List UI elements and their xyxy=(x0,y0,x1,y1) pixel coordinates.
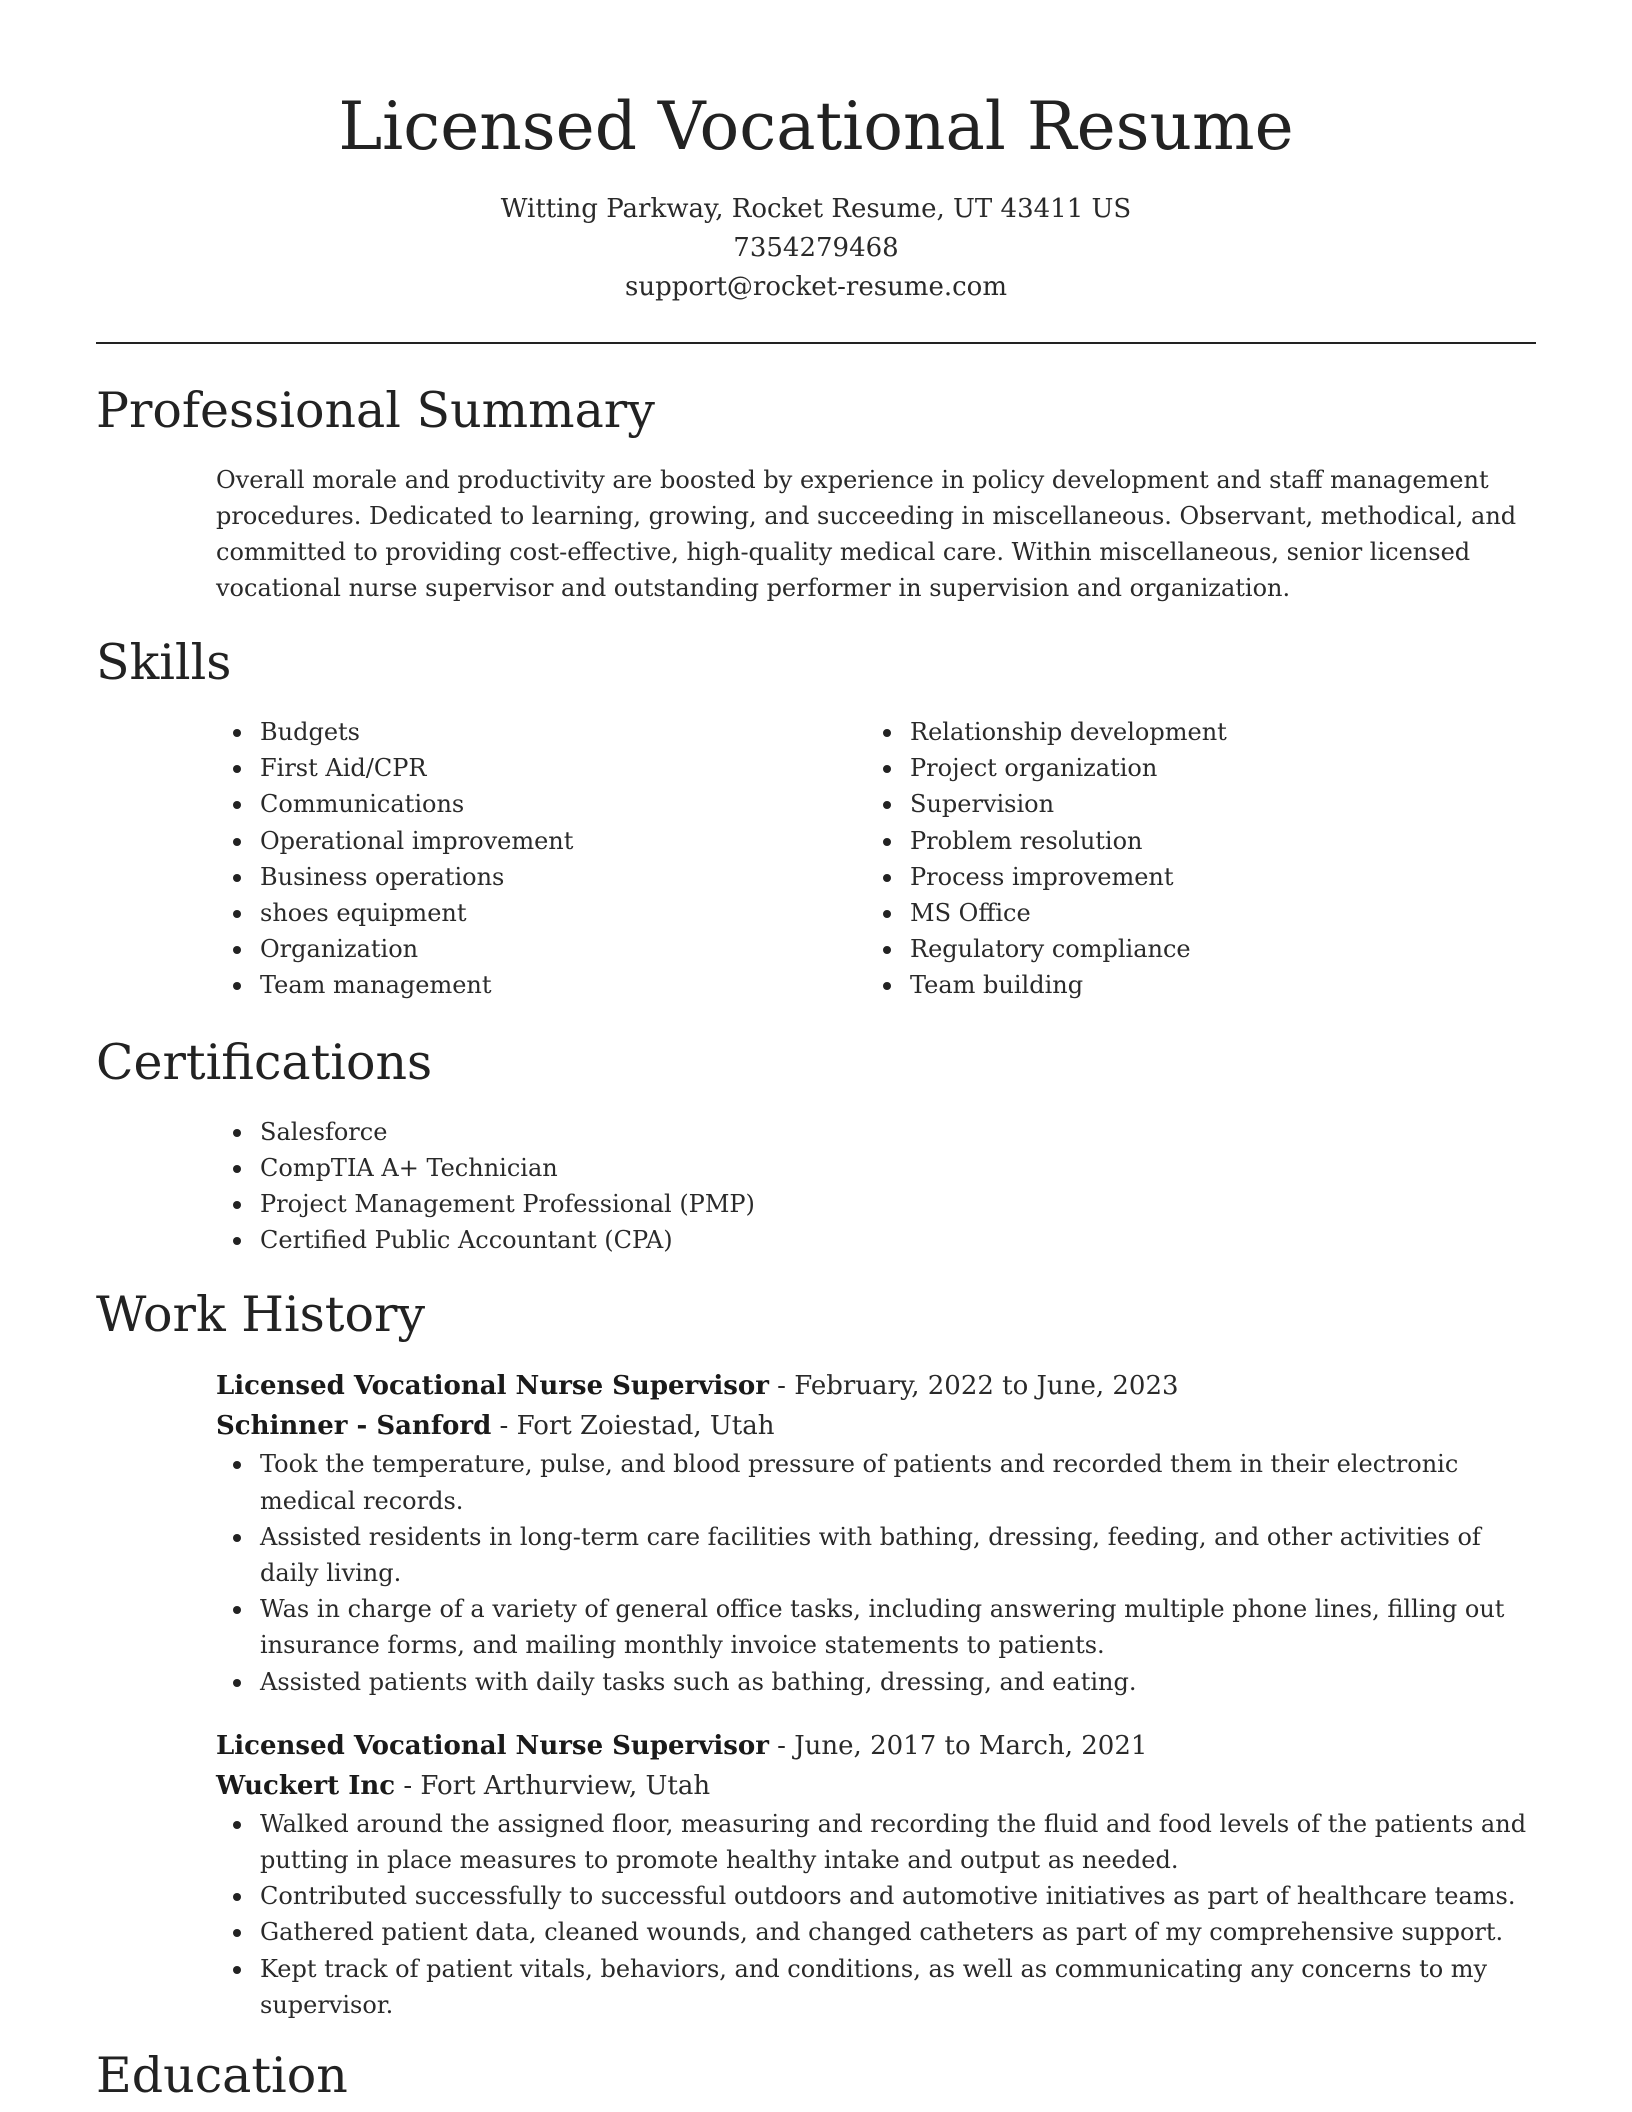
skill-item: Budgets xyxy=(260,714,866,750)
skill-item: Organization xyxy=(260,931,866,967)
job-dates: - June, 2017 to March, 2021 xyxy=(768,1730,1148,1761)
job-bullet: Assisted patients with daily tasks such as bathing, dressing, and eating. xyxy=(260,1664,1536,1700)
section-title-work-history: Work History xyxy=(96,1286,426,1344)
skill-item: MS Office xyxy=(910,895,1516,931)
skill-item: Process improvement xyxy=(910,859,1516,895)
skill-item: Operational improvement xyxy=(260,823,866,859)
job-location: - Fort Arthurview, Utah xyxy=(395,1770,711,1801)
header-divider xyxy=(96,342,1536,344)
section-title-education: Education xyxy=(96,2047,348,2105)
certification-item: CompTIA A+ Technician xyxy=(260,1150,1536,1186)
section-title-summary: Professional Summary xyxy=(96,382,655,439)
skill-item: Team management xyxy=(260,967,866,1003)
job-company-line xyxy=(216,1766,1536,1806)
section-title-certifications: Certifications xyxy=(96,1033,433,1091)
job-bullet: Was in charge of a variety of general office tasks, including answering multiple phone lines, filling out insurance forms, and mailing monthly invoice statements to patients. xyxy=(260,1591,1536,1663)
job-company-line xyxy=(216,1406,1536,1446)
certification-list xyxy=(216,1114,1536,1259)
skill-item: Regulatory compliance xyxy=(910,931,1516,967)
certification-item: Salesforce xyxy=(260,1114,1536,1150)
contact-email: support@rocket-resume.com xyxy=(624,272,1007,302)
resume-title: Licensed Vocational Resume xyxy=(338,88,1294,165)
job-bullet: Assisted residents in long-term care facilities with bathing, dressing, feeding, and other activities of daily living. xyxy=(260,1519,1536,1591)
section-title-skills: Skills xyxy=(96,634,232,691)
job-role-line xyxy=(216,1366,1536,1406)
job-role: Licensed Vocational Nurse Supervisor xyxy=(216,1730,769,1761)
skill-item: Supervision xyxy=(910,786,1516,822)
job-entry xyxy=(216,1726,1536,2023)
skill-item: shoes equipment xyxy=(260,895,866,931)
skill-item: Problem resolution xyxy=(910,823,1516,859)
job-entry xyxy=(216,1366,1536,1699)
job-dates: - February, 2022 to June, 2023 xyxy=(768,1371,1179,1402)
skill-item: Communications xyxy=(260,786,866,822)
skill-item: First Aid/CPR xyxy=(260,750,866,786)
certification-item: Project Management Professional (PMP) xyxy=(260,1186,1536,1222)
job-company: Schinner - Sanford xyxy=(216,1411,492,1442)
job-bullet: Kept track of patient vitals, behaviors, and conditions, as well as communicating any concerns to my supervisor. xyxy=(260,1951,1536,2023)
contact-address: Witting Parkway, Rocket Resume, UT 43411 US xyxy=(500,194,1132,224)
job-bullet: Walked around the assigned floor, measuring and recording the fluid and food levels of the patients and putting in place measures to promote healthy intake and output as needed. xyxy=(260,1806,1536,1878)
job-role: Licensed Vocational Nurse Supervisor xyxy=(216,1371,769,1402)
summary-text: Overall morale and productivity are boosted by experience in policy development and staff management procedures. Dedicated to learning, growing, and succeeding in miscellaneous. Observant, methodical, and committed to providing cost-effective, high-quality medical care. Within miscellaneous, senior licensed vocational nurse supervisor and outstanding performer in supervision and organization. xyxy=(216,466,1517,602)
job-bullet: Took the temperature, pulse, and blood pressure of patients and recorded them in their electronic medical records. xyxy=(260,1446,1536,1518)
contact-block xyxy=(96,190,1536,307)
skills-column-left xyxy=(216,714,866,1004)
certification-item: Certified Public Accountant (CPA) xyxy=(260,1222,1536,1258)
job-bullet: Gathered patient data, cleaned wounds, and changed catheters as part of my comprehensive support. xyxy=(260,1914,1536,1950)
job-location: - Fort Zoiestad, Utah xyxy=(491,1411,775,1442)
skills-grid xyxy=(216,714,1536,1004)
job-role-line xyxy=(216,1726,1536,1766)
job-bullet: Contributed successfully to successful outdoors and automotive initiatives as part of healthcare teams. xyxy=(260,1878,1536,1914)
skill-item: Relationship development xyxy=(910,714,1516,750)
resume-page xyxy=(96,0,1536,2107)
skills-column-right xyxy=(866,714,1516,1004)
skill-item: Team building xyxy=(910,967,1516,1003)
job-company: Wuckert Inc xyxy=(216,1770,396,1801)
skill-item: Project organization xyxy=(910,750,1516,786)
skill-item: Business operations xyxy=(260,859,866,895)
contact-phone: 7354279468 xyxy=(733,233,899,263)
